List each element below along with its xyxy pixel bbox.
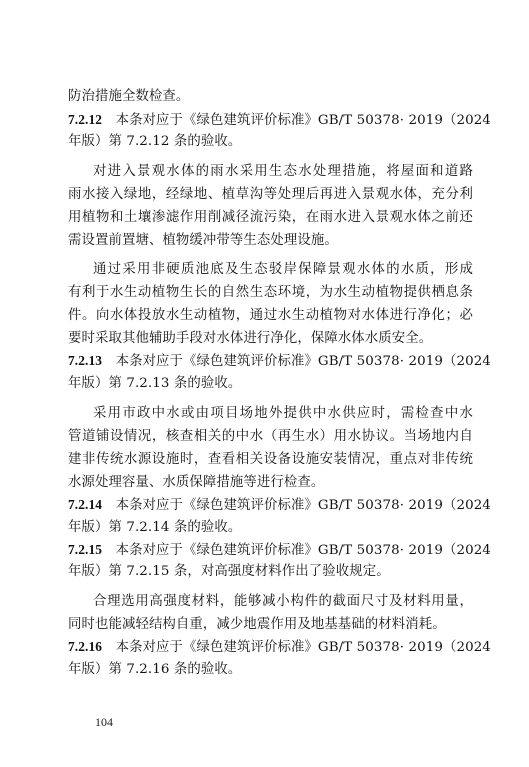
text-line xyxy=(68,111,491,130)
text-line xyxy=(68,133,473,151)
clause-number: 7.2.12 xyxy=(68,112,103,127)
line-text: 年版）第 7.2.13 条的验收。 xyxy=(68,376,242,391)
text-line xyxy=(68,474,473,492)
text-line xyxy=(68,330,473,348)
line-text: 雨水接入绿地，经绿地、植草沟等处理后再进入景观水体，充分利 xyxy=(68,187,473,202)
text-line xyxy=(68,88,473,106)
line-text: 本条对应于《绿色建筑评价标准》GB/T 50378· 2019（2024 xyxy=(115,113,491,128)
text-line xyxy=(68,186,473,204)
text-line xyxy=(93,163,473,181)
line-text: 年版）第 7.2.12 条的验收。 xyxy=(68,134,242,149)
text-line xyxy=(68,541,491,560)
text-line xyxy=(68,307,473,325)
clause-number: 7.2.14 xyxy=(68,497,103,512)
line-text: 年版）第 7.2.15 条，对高强度材料作出了验收规定。 xyxy=(68,564,390,579)
line-text: 有利于水生动植物生长的自然生态环境，为水生动植物提供栖息条 xyxy=(68,285,473,300)
line-text: 用植物和土壤渗滤作用削减径流污染，在雨水进入景观水体之前还 xyxy=(68,210,473,225)
text-line xyxy=(93,593,473,611)
clause-number: 7.2.13 xyxy=(68,353,103,368)
text-line xyxy=(68,209,473,227)
line-text: 年版）第 7.2.14 条的验收。 xyxy=(68,520,242,535)
page-number: 104 xyxy=(95,715,113,729)
text-line xyxy=(68,496,491,515)
text-line xyxy=(68,375,473,393)
text-line xyxy=(68,284,473,302)
text-line xyxy=(68,232,473,250)
text-line xyxy=(68,563,473,581)
text-line xyxy=(93,261,473,279)
line-text: 同时也能减轻结构自重，减少地震作用及地基基础的材料消耗。 xyxy=(68,617,446,632)
text-line xyxy=(68,638,491,657)
clause-number: 7.2.16 xyxy=(68,639,103,654)
text-line xyxy=(68,519,473,537)
text-line xyxy=(68,352,491,371)
line-text: 本条对应于《绿色建筑评价标准》GB/T 50378· 2019（2024 xyxy=(115,354,491,369)
line-text: 本条对应于《绿色建筑评价标准》GB/T 50378· 2019（2024 xyxy=(115,543,491,558)
text-line xyxy=(68,428,473,446)
line-text: 防治措施全数检查。 xyxy=(68,89,190,104)
text-line xyxy=(68,616,473,634)
line-text: 建非传统水源设施时，查看相关设备设施安装情况，重点对非传统 xyxy=(68,452,473,467)
text-line xyxy=(93,405,473,423)
line-text: 通过采用非硬质池底及生态驳岸保障景观水体的水质，形成 xyxy=(93,262,473,277)
line-text: 需设置前置塘、植物缓冲带等生态处理设施。 xyxy=(68,233,338,248)
clause-number: 7.2.15 xyxy=(68,542,103,557)
line-text: 对进入景观水体的雨水采用生态水处理措施，将屋面和道路 xyxy=(93,164,473,179)
text-line xyxy=(68,661,473,679)
line-text: 采用市政中水或由项目场地外提供中水供应时，需检查中水 xyxy=(93,406,473,421)
line-text: 本条对应于《绿色建筑评价标准》GB/T 50378· 2019（2024 xyxy=(115,640,491,655)
text-line xyxy=(68,451,473,469)
line-text: 合理选用高强度材料，能够减小构件的截面尺寸及材料用量， xyxy=(93,594,473,609)
line-text: 本条对应于《绿色建筑评价标准》GB/T 50378· 2019（2024 xyxy=(115,498,491,513)
line-text: 要时采取其他辅助手段对水体进行净化，保障水体水质安全。 xyxy=(68,331,433,346)
line-text: 水源处理容量、水质保障措施等进行检查。 xyxy=(68,475,325,490)
line-text: 年版）第 7.2.16 条的验收。 xyxy=(68,662,242,677)
line-text: 件。向水体投放水生动植物，通过水生动植物对水体进行净化；必 xyxy=(68,308,473,323)
line-text: 管道铺设情况，核查相关的中水（再生水）用水协议。当场地内自 xyxy=(68,429,473,444)
